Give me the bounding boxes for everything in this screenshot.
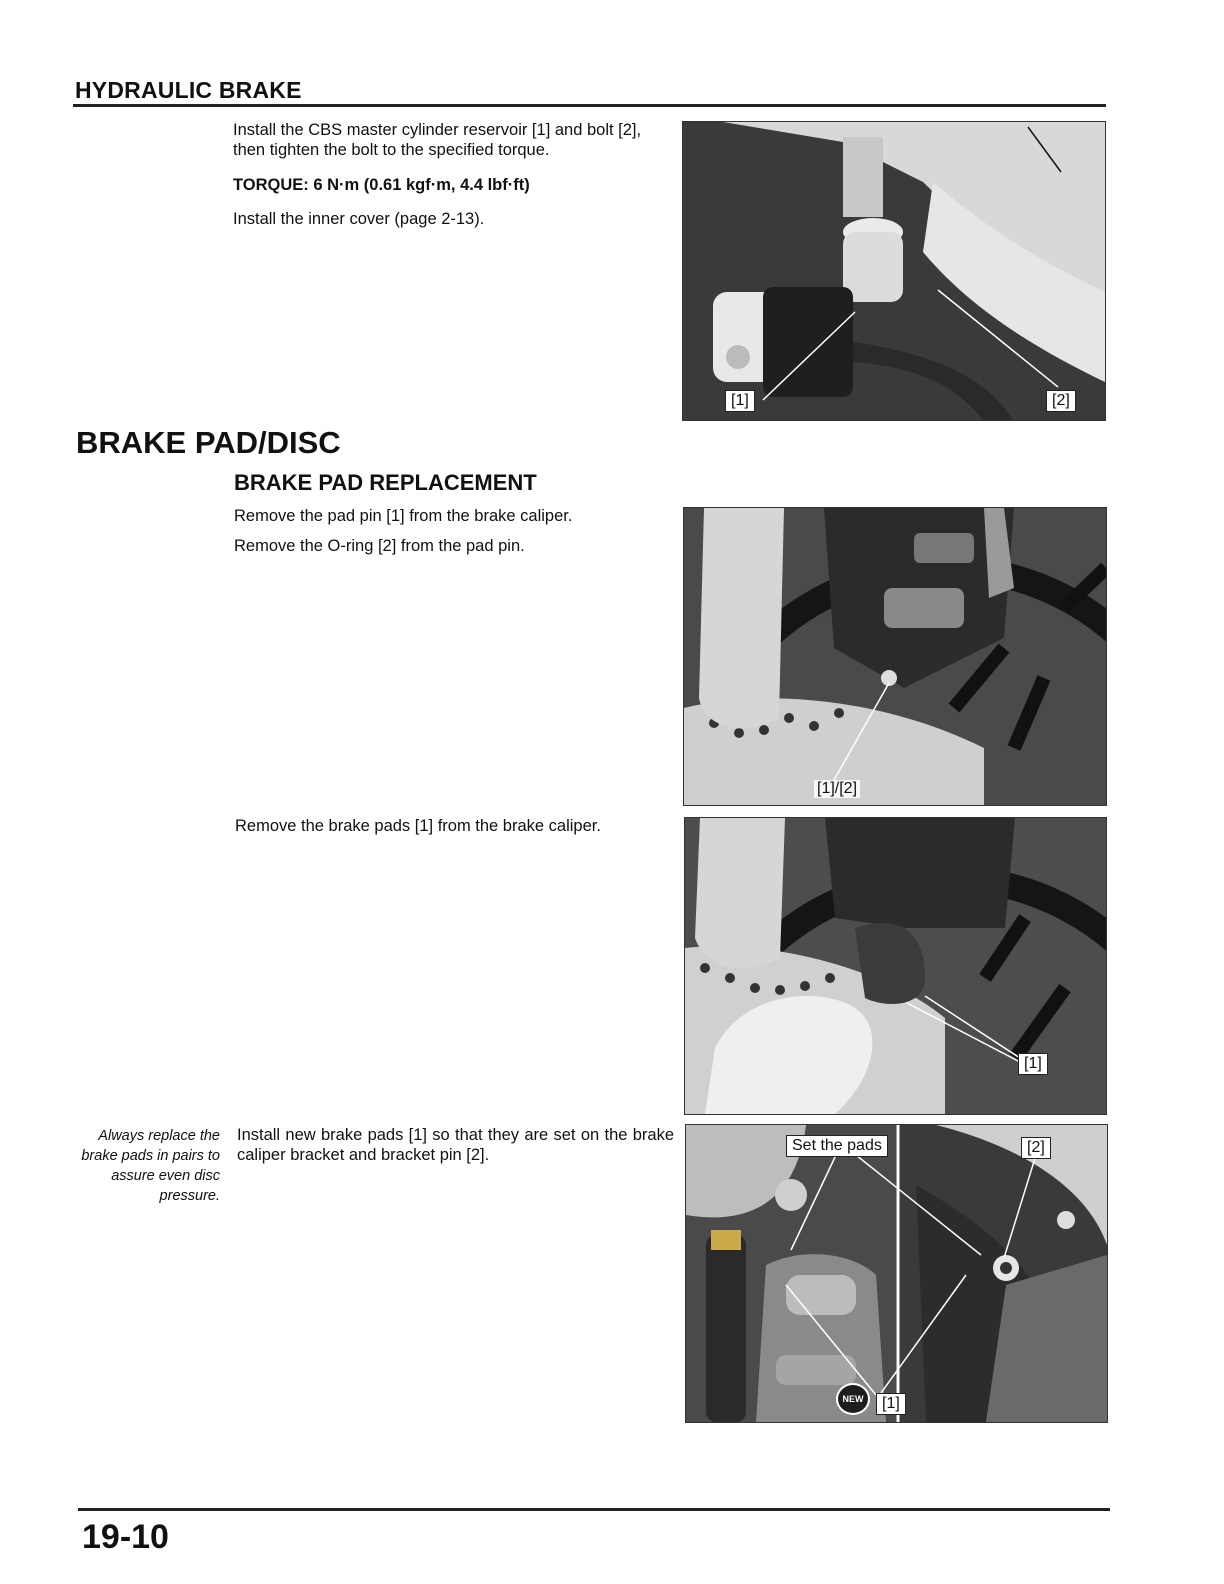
- install-pads-text: Install new brake pads [1] so that they are set on the brake caliper bracket and bracket pin [2].: [237, 1126, 674, 1164]
- new-part-icon: NEW: [836, 1383, 870, 1415]
- photo1-label-2: [2]: [1046, 390, 1076, 412]
- header-rule: [73, 104, 1106, 107]
- remove-pads-text: Remove the brake pads [1] from the brake caliper.: [235, 817, 601, 835]
- photo4-label-1: [1]: [876, 1393, 906, 1415]
- pad-pin-photo: [683, 507, 1107, 806]
- photo2-label: [1]/[2]: [814, 780, 860, 798]
- photo1-label-1: [1]: [725, 390, 755, 412]
- remove-pads-photo: [684, 817, 1107, 1115]
- reservoir-photo: [682, 121, 1106, 421]
- inner-cover-text: Install the inner cover (page 2-13).: [233, 210, 485, 228]
- page-number: 19-10: [82, 1518, 169, 1556]
- photo4-label-2: [2]: [1021, 1137, 1051, 1159]
- remove-oring-text: Remove the O-ring [2] from the pad pin.: [234, 537, 525, 555]
- footer-rule: [78, 1508, 1110, 1511]
- reservoir-install-text: Install the CBS master cylinder reservoir [1] and bolt [2], then tighten the bolt to the specified torque.: [233, 121, 642, 159]
- photo3-label: [1]: [1018, 1053, 1048, 1075]
- section-title: BRAKE PAD/DISC: [76, 425, 341, 460]
- install-pads-photo: [685, 1124, 1108, 1423]
- photo4-label-set: Set the pads: [786, 1135, 888, 1157]
- subsection-title: BRAKE PAD REPLACEMENT: [234, 470, 537, 495]
- torque-spec: TORQUE: 6 N·m (0.61 kgf·m, 4.4 lbf·ft): [233, 176, 530, 194]
- section-header: HYDRAULIC BRAKE: [75, 77, 302, 103]
- remove-pad-pin-text: Remove the pad pin [1] from the brake caliper.: [234, 507, 573, 525]
- side-note: Always replace the brake pads in pairs to assure even disc pressure.: [81, 1128, 220, 1204]
